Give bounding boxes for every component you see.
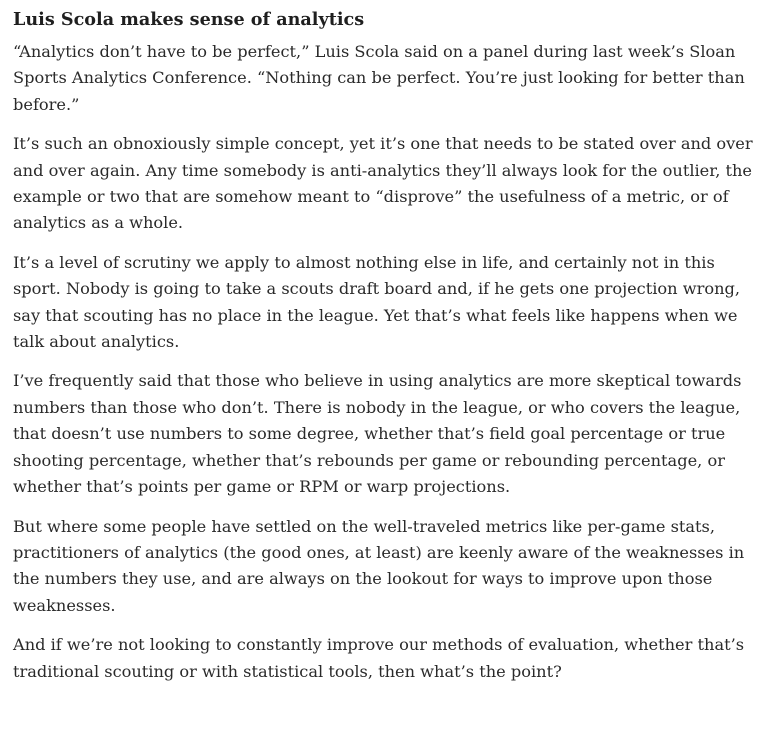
- article-paragraph: It’s such an obnoxiously simple concept, yet it’s one that needs to be stated over and over and over again. Any time somebody is anti-analytics they’ll always look for the outlier, the example or two that are somehow meant to “disprove” the usefulness of a metric, or of analytics as a whole.: [13, 134, 753, 233]
- article: [13, 7, 765, 698]
- article-paragraph: I’ve frequently said that those who believe in using analytics are more skeptical towards numbers than those who don’t. There is nobody in the league, or who covers the league, that doesn’t use numbers to some degree, whether that’s field goal percentage or true shooting percentage, whether that’s rebounds per game or rebounding percentage, or whether that’s points per game or RPM or warp projections.: [13, 371, 742, 497]
- article-paragraph: And if we’re not looking to constantly improve our methods of evaluation, whether that’s traditional scouting or with statistical tools, then what’s the point?: [13, 635, 745, 681]
- article-paragraph: It’s a level of scrutiny we apply to almost nothing else in life, and certainly not in this sport. Nobody is going to take a scouts draft board and, if he gets one projection wrong, say that scouting has no place in the league. Yet that’s what feels like happens when we talk about analytics.: [13, 252, 741, 352]
- article-paragraph: “Analytics don’t have to be perfect,” Luis Scola said on a panel during last week’s Sloan Sports Analytics Conference. “Nothing can be perfect. You’re just looking for better than before.”: [13, 42, 745, 114]
- article-title: Luis Scola makes sense of analytics: [13, 9, 365, 30]
- article-paragraph: But where some people have settled on the well-traveled metrics like per-game stats, practitioners of analytics (the good ones, at least) are keenly aware of the weaknesses in the numbers they use, and are always on the lookout for ways to improve upon those weaknesses.: [13, 516, 745, 615]
